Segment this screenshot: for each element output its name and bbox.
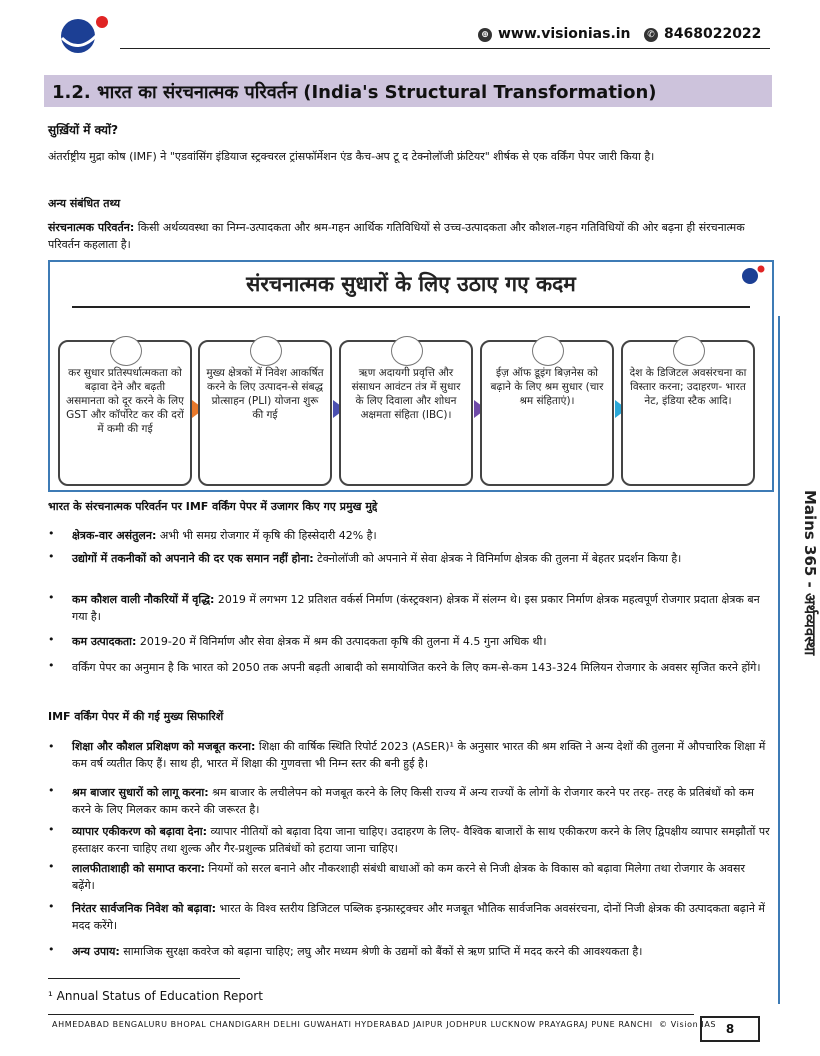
recommendation-title: व्यापार एकीकरण को बढ़ावा देना: bbox=[72, 825, 207, 838]
reform-card-text: ऋण अदायगी प्रवृत्ति और संसाधन आवंटन तंत्र में सुधार के लिए दिवाला और शोधन अक्षमता संहिता (IBC)। bbox=[351, 367, 461, 421]
structural-change-definition: किसी अर्थव्यवस्था का निम्न-उत्पादकता और श्रम-गहन आर्थिक गतिविधियों से उच्च-उत्पादकता और कौशल-गहन गतिविधियों की ओर बढ़ना ही संरचनात्मक परिवर्तन कहलाता है। bbox=[48, 221, 745, 251]
workers-icon bbox=[532, 336, 564, 366]
digital-lock-icon bbox=[673, 336, 705, 366]
bullet-icon: • bbox=[48, 659, 55, 672]
bullet-icon: • bbox=[48, 591, 55, 604]
bullet-icon: • bbox=[48, 943, 55, 956]
issue-text: टेक्नोलॉजी को अपनाने में सेवा क्षेत्रक ने विनिर्माण क्षेत्रक की तुलना में बेहतर प्रदर्शन किया है। bbox=[313, 552, 682, 565]
globe-icon: ⊕ bbox=[478, 28, 492, 42]
related-facts-heading: अन्य संबंधित तथ्य bbox=[48, 197, 121, 210]
issue-text: अभी भी समग्र रोजगार में कृषि की हिस्सेदारी 42% है। bbox=[156, 529, 377, 542]
related-facts-paragraph bbox=[48, 219, 770, 253]
page-number: 8 bbox=[700, 1016, 760, 1042]
reform-card-ibc bbox=[339, 340, 473, 486]
reform-card-text: कर सुधार प्रतिस्पर्धात्मकता को बढ़ावा देने और बढ़ती असमानता को दूर करने के लिए GST और कॉर्पोरेट कर की दरों में कमी की गई bbox=[66, 367, 184, 435]
bullet-icon: • bbox=[48, 527, 55, 540]
footnote: ¹ Annual Status of Education Report bbox=[48, 989, 263, 1003]
recommendation-item bbox=[72, 900, 770, 934]
infographic-connector-line bbox=[72, 306, 750, 308]
recommendation-title: शिक्षा और कौशल प्रशिक्षण को मजबूत करना: bbox=[72, 740, 256, 753]
infographic-title: संरचनात्मक सुधारों के लिए उठाए गए कदम bbox=[246, 272, 576, 296]
issue-item bbox=[72, 659, 770, 676]
bullet-icon: • bbox=[48, 550, 55, 563]
bullet-icon: • bbox=[48, 740, 55, 753]
structural-reforms-infographic bbox=[48, 260, 774, 492]
vision-ias-logo bbox=[58, 14, 114, 56]
recommendation-item bbox=[72, 823, 770, 857]
reform-card-text: देश के डिजिटल अवसंरचना का विस्तार करना; उदाहरण- भारत नेट, इंडिया स्टैक आदि। bbox=[629, 367, 747, 407]
infographic-logo-icon bbox=[740, 264, 766, 286]
issue-text: 2019-20 में विनिर्माण और सेवा क्षेत्रक में श्रम की उत्पादकता कृषि की तुलना में 4.5 गुना अधिक थी। bbox=[136, 635, 547, 648]
issue-item bbox=[72, 633, 770, 650]
recommendation-text: शिक्षा की वार्षिक स्थिति रिपोर्ट 2023 (ASER)¹ के अनुसार भारत की श्रम शक्ति ने अन्य देशों की तुलना में औपचारिक शिक्षा में कम वर्ष व्यतीत किए हैं। साथ ही, भारत में शिक्षा की गुणवत्ता भी निम्न स्तर की बनी हुई है। bbox=[72, 740, 766, 770]
issue-text: 2019 में लगभग 12 प्रतिशत वर्कर्स निर्माण (कंस्ट्रक्शन) क्षेत्रक में संलग्न थे। इस प्रकार निर्माण क्षेत्रक महत्वपूर्ण रोजगार प्रदाता क्षेत्रक बन गया है। bbox=[72, 593, 760, 623]
recommendation-title: श्रम बाजार सुधारों को लागू करना: bbox=[72, 786, 209, 799]
issue-title: उद्योगों में तकनीकों को अपनाने की दर एक समान नहीं होना: bbox=[72, 552, 314, 565]
footnote-divider bbox=[48, 978, 240, 979]
issue-item bbox=[72, 527, 770, 544]
recommendation-text: नियमों को सरल बनाने और नौकरशाही संबंधी बाधाओं को कम करने से निजी क्षेत्रक के विकास को बढ़ावा मिलेगा तथा रोजगार के अवसर बढ़ेंगे। bbox=[72, 862, 745, 892]
issue-item bbox=[72, 550, 770, 567]
footer-cities bbox=[52, 1020, 716, 1029]
recommendation-title: लालफीताशाही को समाप्त करना: bbox=[72, 862, 205, 875]
gavel-icon bbox=[391, 336, 423, 366]
recommendation-item bbox=[72, 860, 770, 894]
issue-title: कम उत्पादकता: bbox=[72, 635, 137, 648]
tax-icon bbox=[110, 336, 142, 366]
issue-title: कम कौशल वाली नौकरियों में वृद्धि: bbox=[72, 593, 215, 606]
why-in-news-heading: सुर्ख़ियों में क्यों? bbox=[48, 123, 119, 137]
section-title: 1.2. भारत का संरचनात्मक परिवर्तन (India's Structural Transformation) bbox=[52, 82, 657, 103]
phone-number[interactable] bbox=[644, 26, 761, 42]
issue-item bbox=[72, 591, 770, 625]
bullet-icon: • bbox=[48, 823, 55, 836]
bullet-icon: • bbox=[48, 860, 55, 873]
phone-icon: ✆ bbox=[644, 28, 658, 42]
structural-change-term: संरचनात्मक परिवर्तन: bbox=[48, 221, 135, 234]
issue-text: वर्किंग पेपर का अनुमान है कि भारत को 2050 तक अपनी बढ़ती आबादी को समायोजित करने के लिए कम-से-कम 143-324 मिलियन रोजगार के अवसर सृजित करने होंगे। bbox=[72, 661, 761, 674]
reform-card-labour bbox=[480, 340, 614, 486]
footer-divider bbox=[48, 1014, 694, 1015]
website-link[interactable] bbox=[478, 26, 631, 42]
bullet-icon: • bbox=[48, 900, 55, 913]
reform-card-digital bbox=[621, 340, 755, 486]
recommendation-text: श्रम बाजार के लचीलेपन को मजबूत करने के लिए किसी राज्य में अन्य राज्यों के लोगों के रोजगार करने पर तरह- तरह के प्रतिबंधों को कम करने के लिए मिलकर काम करने की जरूरत है। bbox=[72, 786, 755, 816]
issue-title: क्षेत्रक-वार असंतुलन: bbox=[72, 529, 157, 542]
recommendation-item bbox=[72, 943, 770, 960]
recommendation-text: सामाजिक सुरक्षा कवरेज को बढ़ाना चाहिए; लघु और मध्यम श्रेणी के उद्यमों को बैंकों से ऋण प्राप्ति में मदद करने की आवश्यकता है। bbox=[119, 945, 643, 958]
website-text: www.visionias.in bbox=[498, 26, 631, 42]
recommendation-title: अन्य उपाय: bbox=[72, 945, 120, 958]
why-in-news-text: अंतर्राष्ट्रीय मुद्रा कोष (IMF) ने "एडवांसिंग इंडियाज स्ट्रक्चरल ट्रांसफॉर्मेशन एंड कैच-अप टू द टेक्नोलॉजी फ्रंटियर" शीर्षक से एक वर्किंग पेपर जारी किया है। bbox=[48, 150, 655, 163]
side-label: Mains 365 - अर्थव्यवस्था bbox=[801, 490, 819, 656]
imf-recommendations-heading: IMF वर्किंग पेपर में की गई मुख्य सिफारिशें bbox=[48, 710, 224, 723]
bullet-icon: • bbox=[48, 633, 55, 646]
reform-card-text: मुख्य क्षेत्रकों में निवेश आकर्षित करने के लिए उत्पादन-से संबद्ध प्रोत्साहन (PLI) योजना शुरू की गई bbox=[206, 367, 324, 421]
recommendation-text: भारत के विश्व स्तरीय डिजिटल पब्लिक इन्फ्रास्ट्रक्चर और मजबूत भौतिक सार्वजनिक अवसंरचना, दोनों निजी क्षेत्रक की उत्पादकता बढ़ाने में मदद करेंगे। bbox=[72, 902, 766, 932]
header-divider bbox=[120, 48, 770, 49]
cities-list: AHMEDABAD BENGALURU BHOPAL CHANDIGARH DELHI GUWAHATI HYDERABAD JAIPUR JODHPUR LUCKNOW PRAYAGRAJ PUNE RANCHI bbox=[52, 1020, 653, 1029]
side-divider bbox=[778, 316, 780, 1004]
recommendation-item bbox=[72, 738, 770, 772]
recommendation-item bbox=[72, 784, 770, 818]
recommendation-text: व्यापार नीतियों को बढ़ावा दिया जाना चाहिए। उदाहरण के लिए- वैश्विक बाजारों के साथ एकीकरण करने के लिए द्विपक्षीय व्यापार समझौतों पर हस्ताक्षर करना चाहिए तथा शुल्क और गैर-प्रशुल्क प्रतिबंधों को हटाया जाना चाहिए। bbox=[72, 825, 770, 855]
reform-card-pli bbox=[198, 340, 332, 486]
phone-text: 8468022022 bbox=[664, 26, 762, 42]
factory-icon bbox=[250, 336, 282, 366]
imf-issues-heading: भारत के संरचनात्मक परिवर्तन पर IMF वर्किंग पेपर में उजागर किए गए प्रमुख मुद्दे bbox=[48, 500, 378, 513]
reform-card-text: ईज़ ऑफ डूइंग बिज़नेस को बढ़ाने के लिए श्रम सुधार (चार श्रम संहिताएं)। bbox=[490, 367, 604, 407]
copyright: © Vision IAS bbox=[659, 1020, 717, 1029]
reform-card-tax bbox=[58, 340, 192, 486]
bullet-icon: • bbox=[48, 784, 55, 797]
recommendation-title: निरंतर सार्वजनिक निवेश को बढ़ावा: bbox=[72, 902, 217, 915]
